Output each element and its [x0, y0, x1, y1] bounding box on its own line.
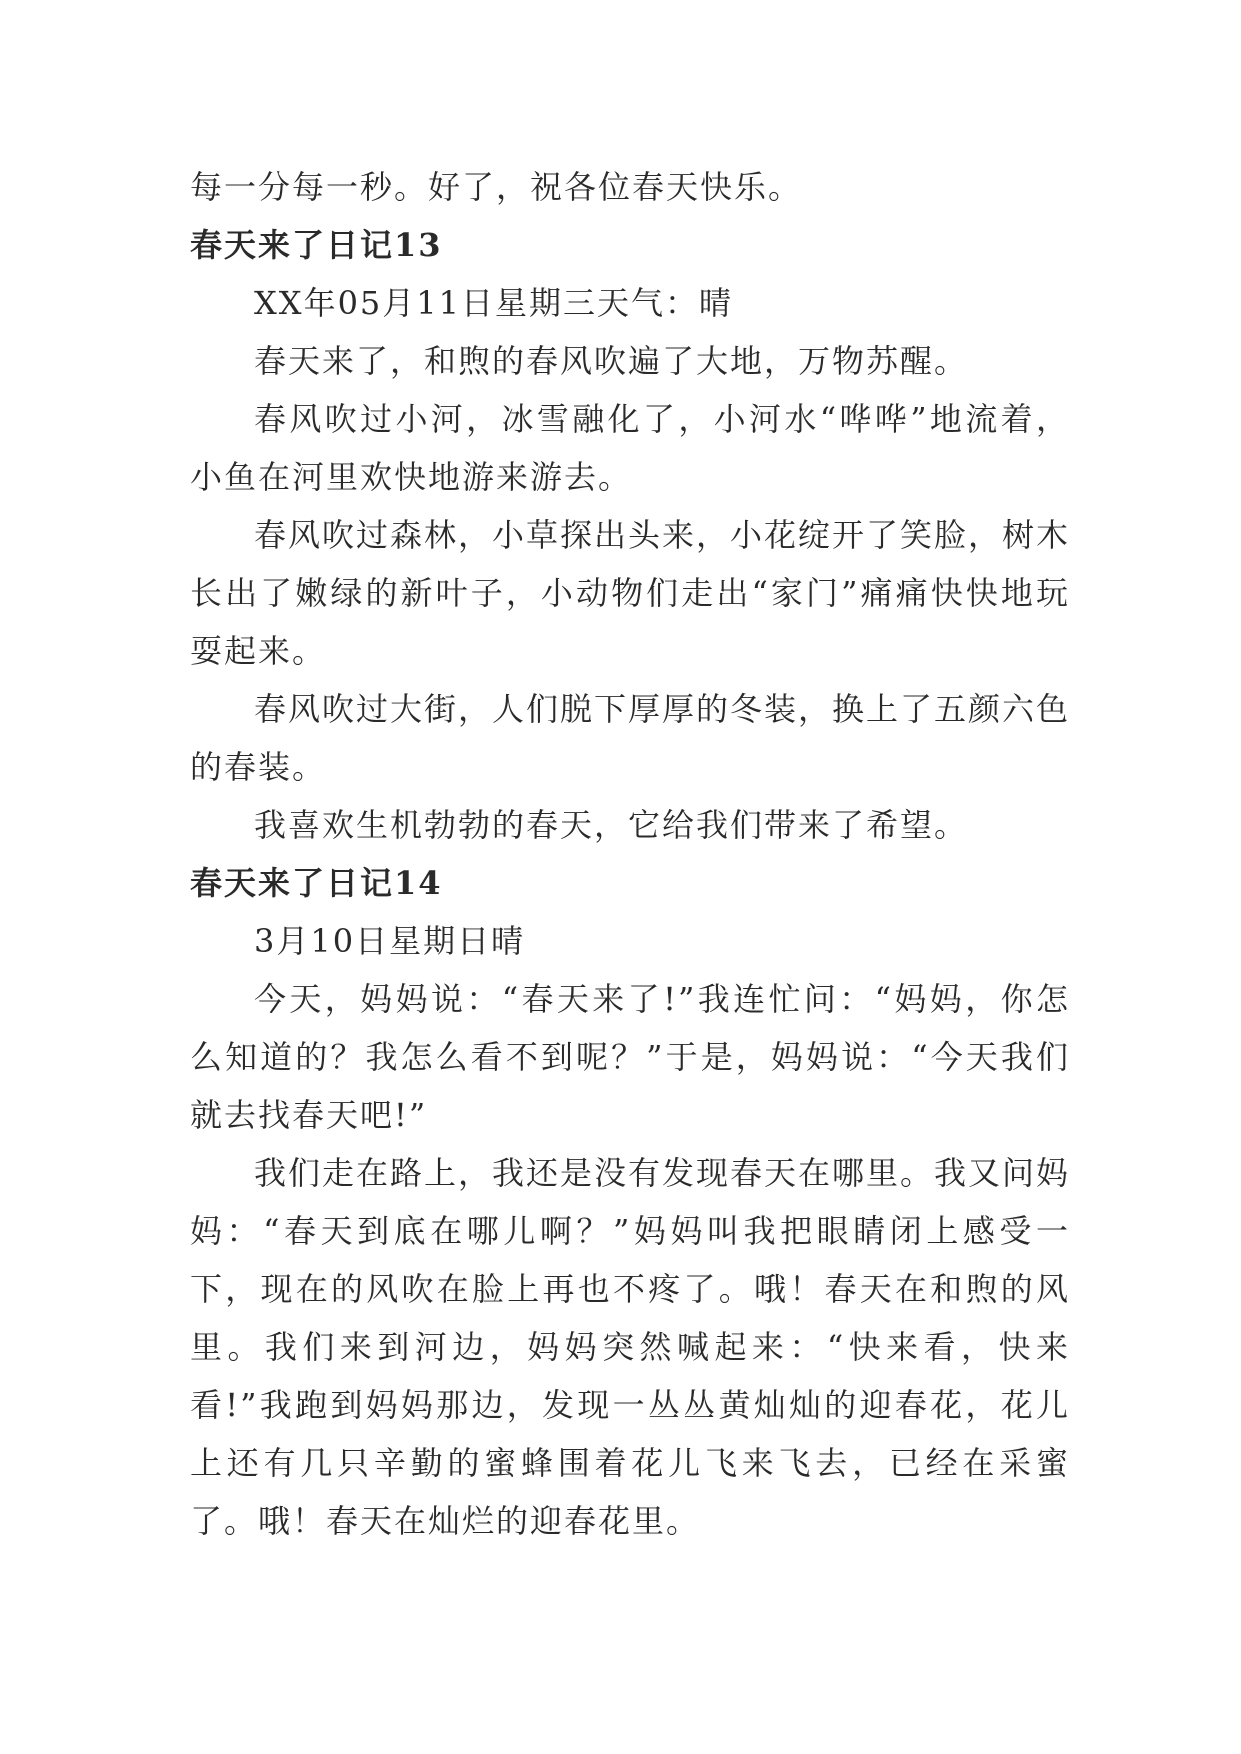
section-heading: 春天来了日记13: [190, 226, 443, 264]
paragraph: 我们走在路上，我还是没有发现春天在哪里。我又问妈妈：“春天到底在哪儿啊？”妈妈叫我把眼睛闭上感受一下，现在的风吹在脸上再也不疼了。哦！春天在和煦的风里。我们来到河边，妈妈突然喊起来：“快来看，快来看!”我跑到妈妈那边，发现一丛丛黄灿灿的迎春花，花儿上还有几只辛勤的蜜蜂围着花儿飞来飞去，已经在采蜜了。哦！春天在灿烂的迎春花里。: [190, 1154, 1071, 1540]
opening-line: 每一分每一秒。好了，祝各位春天快乐。: [190, 168, 803, 206]
paragraph: 春天来了，和煦的春风吹遍了大地，万物苏醒。: [254, 342, 969, 380]
diary-section-14: [190, 854, 1070, 1550]
paragraph: 我喜欢生机勃勃的春天，它给我们带来了希望。: [254, 806, 969, 844]
paragraph: 春风吹过森林，小草探出头来，小花绽开了笑脸，树木长出了嫩绿的新叶子，小动物们走出“家门”痛痛快快地玩耍起来。: [190, 516, 1071, 670]
paragraph: 春风吹过小河，冰雪融化了，小河水“哗哗”地流着，小鱼在河里欢快地游来游去。: [190, 400, 1070, 496]
diary-section-13: [190, 216, 1070, 854]
paragraph: 春风吹过大街，人们脱下厚厚的冬装，换上了五颜六色的春装。: [190, 690, 1071, 786]
paragraph: 今天，妈妈说：“春天来了!”我连忙问：“妈妈，你怎么知道的？我怎么看不到呢？”于是，妈妈说：“今天我们就去找春天吧!”: [190, 980, 1070, 1134]
diary-date: 3月10日星期日晴: [254, 922, 526, 960]
document-page: [190, 158, 1070, 1550]
section-heading: 春天来了日记14: [190, 864, 443, 902]
diary-date: XX年05月11日星期三天气：晴: [254, 284, 734, 322]
